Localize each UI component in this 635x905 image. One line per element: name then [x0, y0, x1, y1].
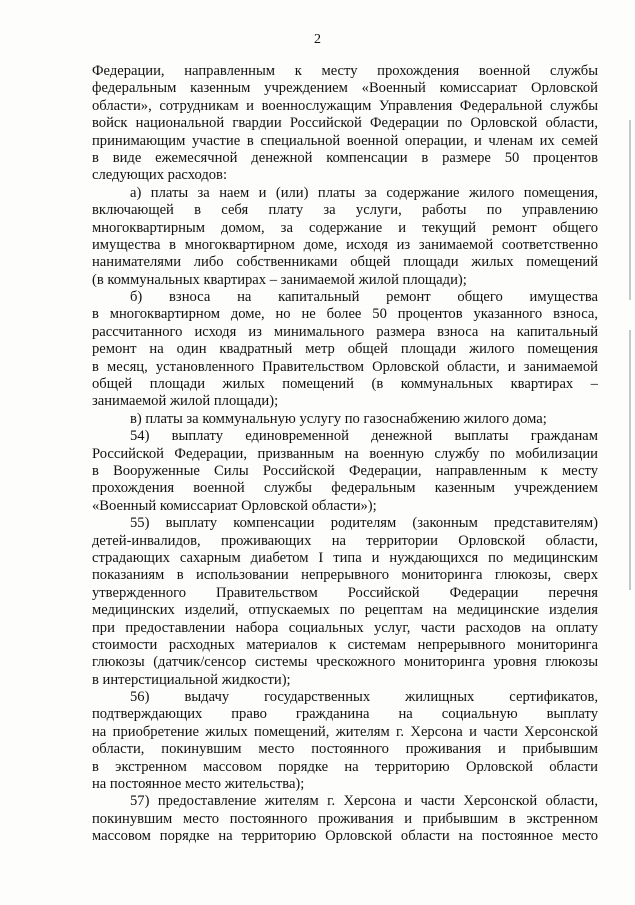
- text-line: включающей в себя плату за услуги, работы по управлению: [92, 202, 598, 219]
- text-line: «Военный комиссариат Орловской области»);: [92, 497, 377, 514]
- text-line: утвержденного Правительством Российской Федерации перечня: [92, 584, 598, 601]
- text-line: глюкозы (датчик/сенсор системы чрескожного мониторинга уровня глюкозы: [92, 654, 598, 671]
- text-line: в многоквартирном доме, но не более 50 процентов указанного взноса,: [92, 306, 598, 323]
- text-line: массовом порядке на территорию Орловской области на постоянное место: [92, 828, 598, 845]
- text-line: 55) выплату компенсации родителям (законным представителям): [130, 515, 598, 532]
- text-line: общей площади жилых помещений (в коммунальных квартирах –: [92, 376, 598, 393]
- text-line: области», сотрудникам и военнослужащим Управления Федеральной службы: [92, 97, 598, 114]
- text-line: принимающим участие в специальной военной операции, и членам их семей: [92, 132, 598, 149]
- text-line: Федерации, направленным к месту прохождения военной службы: [92, 63, 598, 79]
- text-line: ремонт на один квадратный метр общей площади жилого помещения: [92, 341, 598, 358]
- text-line: 54) выплату единовременной денежной выплаты гражданам: [130, 428, 598, 445]
- page-number: 2: [314, 32, 321, 47]
- text-line: в) платы за коммунальную услугу по газоснабжению жилого дома;: [130, 410, 547, 427]
- scan-edge-mark: [629, 330, 631, 590]
- scan-edge-mark: [629, 120, 631, 300]
- text-line: рассчитанного исходя из минимального размера взноса на капитальный: [92, 323, 598, 340]
- text-line: в месяц, установленного Правительством Орловской области, и занимаемой: [92, 358, 598, 375]
- text-line: при предоставлении набора социальных услуг, части расходов на оплату: [92, 619, 598, 636]
- text-line: на постоянное место жительства);: [92, 776, 305, 793]
- text-line: в экстренном массовом порядке на территорию Орловской области: [92, 758, 598, 775]
- text-line: на приобретение жилых помещений, жителям г. Херсона и части Херсонской: [92, 723, 598, 740]
- text-line: (в коммунальных квартирах – занимаемой жилой площади);: [92, 271, 467, 288]
- text-line: детей-инвалидов, проживающих на территории Орловской области,: [92, 532, 598, 549]
- text-line: покинувшим место постоянного проживания и прибывшим в экстренном: [92, 810, 598, 827]
- text-line: области, покинувшим место постоянного проживания и прибывшим: [92, 741, 598, 758]
- text-line: многоквартирным домом, за содержание и текущий ремонт общего: [92, 219, 598, 236]
- text-line: 57) предоставление жителям г. Херсона и части Херсонской области,: [130, 793, 598, 810]
- text-line: стоимости расходных материалов к системам непрерывного мониторинга: [92, 636, 598, 653]
- text-line: подтверждающих право гражданина на социальную выплату: [92, 706, 598, 723]
- text-line: б) взноса на капитальный ремонт общего имущества: [130, 289, 598, 306]
- text-line: показаниям в использовании непрерывного мониторинга глюкозы, сверх: [92, 567, 598, 584]
- text-line: войск национальной гвардии Российской Федерации по Орловской области,: [92, 115, 598, 132]
- text-line: прохождения военной службы федеральным казенным учреждением: [92, 480, 598, 497]
- text-line: в виде ежемесячной денежной компенсации в размере 50 процентов: [92, 149, 598, 166]
- text-line: федеральным казенным учреждением «Военный комиссариат Орловской: [92, 80, 598, 97]
- text-line: а) платы за наем и (или) платы за содержание жилого помещения,: [130, 184, 598, 201]
- text-line: страдающих сахарным диабетом I типа и нуждающихся по медицинским: [92, 549, 598, 566]
- text-line: в интерстициальной жидкости);: [92, 671, 291, 688]
- text-line: медицинских изделий, отпускаемых по рецептам на медицинские изделия: [92, 602, 598, 619]
- text-line: имущества в многоквартирном доме, исходя из занимаемой соответственно: [92, 236, 598, 253]
- text-line: в Вооруженные Силы Российской Федерации, направленным к месту: [92, 462, 598, 479]
- text-line: Российской Федерации, призванным на военную службу по мобилизации: [92, 445, 598, 462]
- text-line: 56) выдачу государственных жилищных сертификатов,: [130, 689, 598, 706]
- document-body: [92, 63, 598, 846]
- text-line: следующих расходов:: [92, 167, 228, 184]
- text-line: нанимателями либо собственниками общей площади жилых помещений: [92, 254, 598, 271]
- text-line: занимаемой жилой площади);: [92, 393, 279, 410]
